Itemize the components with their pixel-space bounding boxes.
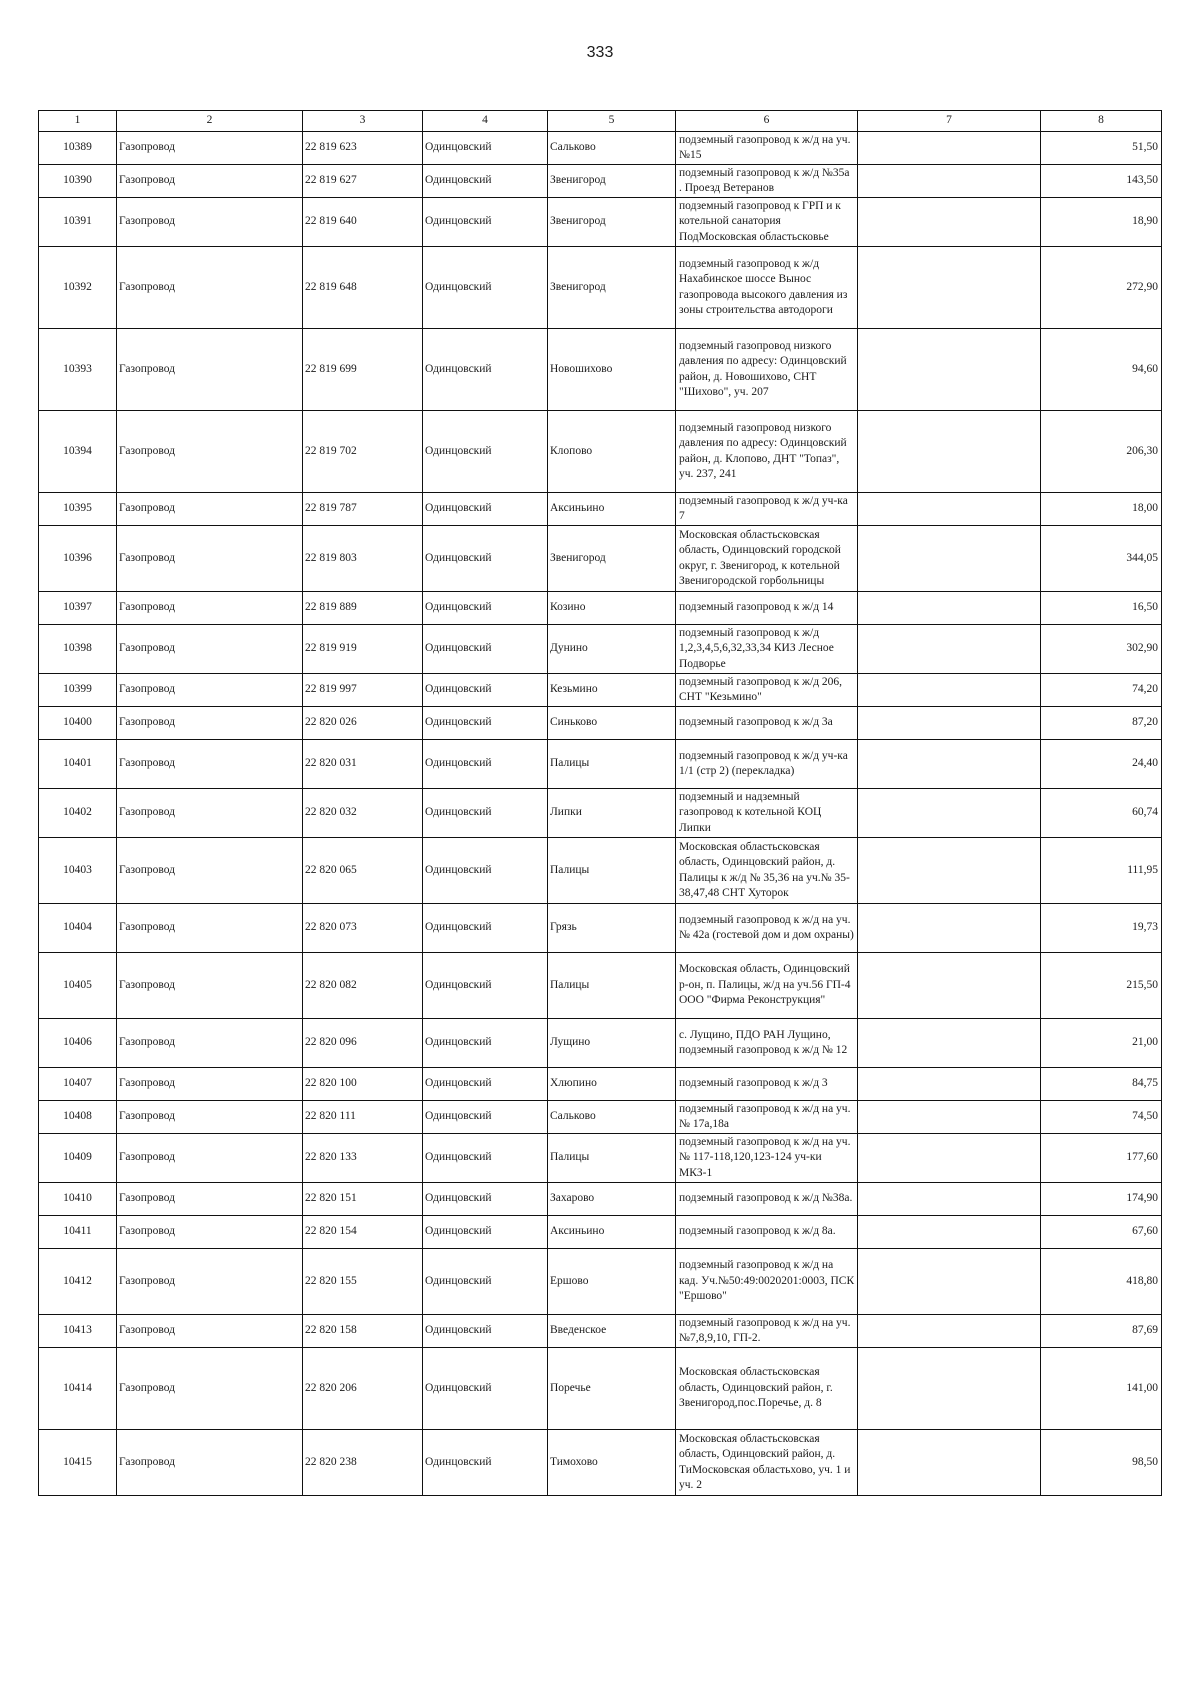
cell-value: 143,50 <box>1041 165 1162 198</box>
table-row <box>39 740 1162 789</box>
cell-note <box>858 1430 1041 1496</box>
cell-type: Газопровод <box>117 1315 303 1348</box>
cell-district: Одинцовский <box>423 1019 548 1068</box>
table-row <box>39 1348 1162 1430</box>
cell-value: 84,75 <box>1041 1068 1162 1101</box>
cell-district: Одинцовский <box>423 740 548 789</box>
cell-value: 141,00 <box>1041 1348 1162 1430</box>
cell-district: Одинцовский <box>423 838 548 904</box>
cell-type: Газопровод <box>117 493 303 526</box>
table-row <box>39 1183 1162 1216</box>
cell-district: Одинцовский <box>423 1430 548 1496</box>
cell-value: 418,80 <box>1041 1249 1162 1315</box>
cell-locality: Новошихово <box>548 329 676 411</box>
cell-value: 21,00 <box>1041 1019 1162 1068</box>
cell-id: 10401 <box>39 740 117 789</box>
cell-locality: Липки <box>548 789 676 838</box>
cell-locality: Звенигород <box>548 165 676 198</box>
cell-type: Газопровод <box>117 247 303 329</box>
cell-locality: Хлюпино <box>548 1068 676 1101</box>
cell-note <box>858 526 1041 592</box>
cell-note <box>858 1019 1041 1068</box>
cell-id: 10405 <box>39 953 117 1019</box>
cell-type: Газопровод <box>117 1348 303 1430</box>
table-row <box>39 1134 1162 1183</box>
cell-id: 10414 <box>39 1348 117 1430</box>
cell-id: 10402 <box>39 789 117 838</box>
cell-id: 10413 <box>39 1315 117 1348</box>
cell-type: Газопровод <box>117 625 303 674</box>
cell-note <box>858 707 1041 740</box>
cell-value: 18,90 <box>1041 198 1162 247</box>
cell-id: 10393 <box>39 329 117 411</box>
cell-type: Газопровод <box>117 838 303 904</box>
cell-code: 22 820 151 <box>303 1183 423 1216</box>
table-row <box>39 1068 1162 1101</box>
cell-description: подземный газопровод к ж/д на уч.№7,8,9,10, ГП-2. <box>676 1315 858 1348</box>
cell-value: 215,50 <box>1041 953 1162 1019</box>
table-row <box>39 1430 1162 1496</box>
cell-note <box>858 592 1041 625</box>
cell-description: Московская областьсковская область, Одинцовский район, г. Звенигород,пос.Поречье, д. 8 <box>676 1348 858 1430</box>
cell-district: Одинцовский <box>423 625 548 674</box>
cell-code: 22 820 082 <box>303 953 423 1019</box>
cell-note <box>858 1216 1041 1249</box>
cell-description: подземный газопровод к ж/д на кад. Уч.№50:49:0020201:0003, ПСК "Ершово" <box>676 1249 858 1315</box>
cell-district: Одинцовский <box>423 329 548 411</box>
cell-description: подземный газопровод к ж/д 8а. <box>676 1216 858 1249</box>
cell-id: 10389 <box>39 132 117 165</box>
cell-locality: Лущино <box>548 1019 676 1068</box>
table-row <box>39 625 1162 674</box>
cell-note <box>858 740 1041 789</box>
cell-district: Одинцовский <box>423 592 548 625</box>
cell-description: Московская областьсковская область, Одинцовский городской округ, г. Звенигород, к котельной Звенигородской горбольницы <box>676 526 858 592</box>
cell-note <box>858 132 1041 165</box>
table-row <box>39 493 1162 526</box>
cell-note <box>858 1068 1041 1101</box>
cell-code: 22 819 648 <box>303 247 423 329</box>
cell-type: Газопровод <box>117 1430 303 1496</box>
cell-description: подземный газопровод низкого давления по адресу: Одинцовский район, д. Новошихово, СНТ "Шихово", уч. 207 <box>676 329 858 411</box>
cell-code: 22 820 238 <box>303 1430 423 1496</box>
cell-id: 10392 <box>39 247 117 329</box>
cell-locality: Грязь <box>548 904 676 953</box>
cell-district: Одинцовский <box>423 904 548 953</box>
cell-description: подземный газопровод к ж/д на уч.№ 117-118,120,123-124 уч-ки МКЗ-1 <box>676 1134 858 1183</box>
cell-note <box>858 789 1041 838</box>
cell-locality: Палицы <box>548 953 676 1019</box>
cell-locality: Синьково <box>548 707 676 740</box>
cell-note <box>858 198 1041 247</box>
cell-locality: Захарово <box>548 1183 676 1216</box>
cell-id: 10415 <box>39 1430 117 1496</box>
cell-id: 10399 <box>39 674 117 707</box>
page-number: 333 <box>586 44 614 61</box>
cell-id: 10408 <box>39 1101 117 1134</box>
cell-code: 22 820 096 <box>303 1019 423 1068</box>
cell-id: 10411 <box>39 1216 117 1249</box>
cell-note <box>858 838 1041 904</box>
cell-type: Газопровод <box>117 165 303 198</box>
cell-code: 22 819 997 <box>303 674 423 707</box>
cell-description: подземный газопровод к ж/д Нахабинское шоссе Вынос газопровода высокого давления из зоны строительства автодороги <box>676 247 858 329</box>
cell-district: Одинцовский <box>423 526 548 592</box>
registry-table <box>38 110 1162 1496</box>
cell-value: 206,30 <box>1041 411 1162 493</box>
cell-id: 10407 <box>39 1068 117 1101</box>
cell-code: 22 819 919 <box>303 625 423 674</box>
cell-value: 18,00 <box>1041 493 1162 526</box>
column-header: 4 <box>423 111 548 132</box>
cell-locality: Звенигород <box>548 526 676 592</box>
cell-locality: Звенигород <box>548 198 676 247</box>
cell-note <box>858 1315 1041 1348</box>
cell-value: 24,40 <box>1041 740 1162 789</box>
cell-note <box>858 247 1041 329</box>
cell-description: с. Лущино, ПДО РАН Лущино, подземный газопровод к ж/д № 12 <box>676 1019 858 1068</box>
cell-note <box>858 1249 1041 1315</box>
cell-code: 22 820 100 <box>303 1068 423 1101</box>
cell-id: 10400 <box>39 707 117 740</box>
cell-value: 272,90 <box>1041 247 1162 329</box>
cell-district: Одинцовский <box>423 707 548 740</box>
cell-code: 22 820 154 <box>303 1216 423 1249</box>
cell-description: Московская областьсковская область, Одинцовский район, д. ТиМосковская областьхово, уч. 1 и уч. 2 <box>676 1430 858 1496</box>
cell-type: Газопровод <box>117 904 303 953</box>
column-header: 6 <box>676 111 858 132</box>
table-row <box>39 1315 1162 1348</box>
cell-locality: Козино <box>548 592 676 625</box>
cell-locality: Палицы <box>548 1134 676 1183</box>
cell-description: подземный газопровод к ж/д уч-ка 1/1 (стр 2) (перекладка) <box>676 740 858 789</box>
cell-type: Газопровод <box>117 789 303 838</box>
cell-district: Одинцовский <box>423 411 548 493</box>
cell-description: подземный газопровод к ж/д 3а <box>676 707 858 740</box>
cell-locality: Поречье <box>548 1348 676 1430</box>
cell-id: 10404 <box>39 904 117 953</box>
cell-locality: Аксиньино <box>548 1216 676 1249</box>
cell-note <box>858 165 1041 198</box>
cell-type: Газопровод <box>117 740 303 789</box>
cell-locality: Палицы <box>548 838 676 904</box>
cell-id: 10409 <box>39 1134 117 1183</box>
cell-note <box>858 904 1041 953</box>
cell-type: Газопровод <box>117 674 303 707</box>
cell-id: 10394 <box>39 411 117 493</box>
cell-locality: Кезьмино <box>548 674 676 707</box>
table-row <box>39 1101 1162 1134</box>
cell-district: Одинцовский <box>423 789 548 838</box>
table-row <box>39 1216 1162 1249</box>
cell-locality: Введенское <box>548 1315 676 1348</box>
cell-type: Газопровод <box>117 198 303 247</box>
header-row <box>39 111 1162 132</box>
cell-code: 22 820 111 <box>303 1101 423 1134</box>
cell-locality: Тимохово <box>548 1430 676 1496</box>
cell-district: Одинцовский <box>423 953 548 1019</box>
cell-id: 10391 <box>39 198 117 247</box>
cell-value: 19,73 <box>1041 904 1162 953</box>
cell-code: 22 820 133 <box>303 1134 423 1183</box>
cell-note <box>858 674 1041 707</box>
cell-value: 344,05 <box>1041 526 1162 592</box>
cell-description: подземный газопровод к ж/д №38а. <box>676 1183 858 1216</box>
table-row <box>39 165 1162 198</box>
cell-description: Московская область, Одинцовский р-он, п. Палицы, ж/д на уч.56 ГП-4 ООО "Фирма Реконструкция" <box>676 953 858 1019</box>
cell-type: Газопровод <box>117 329 303 411</box>
cell-locality: Сальково <box>548 1101 676 1134</box>
cell-note <box>858 953 1041 1019</box>
cell-description: подземный газопровод к ж/д на уч.№ 42а (гостевой дом и дом охраны) <box>676 904 858 953</box>
cell-code: 22 820 065 <box>303 838 423 904</box>
cell-code: 22 819 623 <box>303 132 423 165</box>
cell-id: 10403 <box>39 838 117 904</box>
cell-description: подземный газопровод к ж/д №35а . Проезд Ветеранов <box>676 165 858 198</box>
cell-value: 74,50 <box>1041 1101 1162 1134</box>
table-row <box>39 411 1162 493</box>
cell-note <box>858 1348 1041 1430</box>
cell-id: 10410 <box>39 1183 117 1216</box>
cell-value: 177,60 <box>1041 1134 1162 1183</box>
cell-value: 74,20 <box>1041 674 1162 707</box>
cell-type: Газопровод <box>117 132 303 165</box>
cell-note <box>858 1101 1041 1134</box>
table-row <box>39 674 1162 707</box>
cell-district: Одинцовский <box>423 165 548 198</box>
cell-value: 94,60 <box>1041 329 1162 411</box>
cell-type: Газопровод <box>117 1183 303 1216</box>
cell-id: 10406 <box>39 1019 117 1068</box>
cell-note <box>858 1183 1041 1216</box>
cell-district: Одинцовский <box>423 1249 548 1315</box>
table-row <box>39 247 1162 329</box>
cell-value: 174,90 <box>1041 1183 1162 1216</box>
cell-id: 10396 <box>39 526 117 592</box>
cell-value: 67,60 <box>1041 1216 1162 1249</box>
cell-code: 22 819 889 <box>303 592 423 625</box>
cell-description: подземный газопровод к ж/д на уч.№15 <box>676 132 858 165</box>
cell-code: 22 820 032 <box>303 789 423 838</box>
table-row <box>39 329 1162 411</box>
cell-description: подземный газопровод к ж/д 14 <box>676 592 858 625</box>
cell-type: Газопровод <box>117 1019 303 1068</box>
cell-type: Газопровод <box>117 1216 303 1249</box>
cell-description: подземный и надземный газопровод к котельной КОЦ Липки <box>676 789 858 838</box>
cell-type: Газопровод <box>117 1101 303 1134</box>
cell-type: Газопровод <box>117 411 303 493</box>
cell-description: подземный газопровод к ж/д 3 <box>676 1068 858 1101</box>
cell-district: Одинцовский <box>423 1068 548 1101</box>
cell-type: Газопровод <box>117 1134 303 1183</box>
table-row <box>39 1019 1162 1068</box>
cell-code: 22 819 627 <box>303 165 423 198</box>
cell-district: Одинцовский <box>423 1183 548 1216</box>
column-header: 3 <box>303 111 423 132</box>
cell-id: 10395 <box>39 493 117 526</box>
cell-district: Одинцовский <box>423 198 548 247</box>
cell-code: 22 820 158 <box>303 1315 423 1348</box>
table-row <box>39 592 1162 625</box>
cell-note <box>858 411 1041 493</box>
cell-locality: Сальково <box>548 132 676 165</box>
cell-code: 22 820 026 <box>303 707 423 740</box>
cell-code: 22 819 702 <box>303 411 423 493</box>
column-header: 1 <box>39 111 117 132</box>
cell-id: 10397 <box>39 592 117 625</box>
cell-type: Газопровод <box>117 526 303 592</box>
cell-value: 302,90 <box>1041 625 1162 674</box>
cell-code: 22 819 640 <box>303 198 423 247</box>
table-row <box>39 953 1162 1019</box>
cell-type: Газопровод <box>117 707 303 740</box>
cell-district: Одинцовский <box>423 1134 548 1183</box>
table-row <box>39 789 1162 838</box>
table-body <box>39 132 1162 1496</box>
cell-value: 87,20 <box>1041 707 1162 740</box>
cell-id: 10398 <box>39 625 117 674</box>
table-row <box>39 838 1162 904</box>
cell-district: Одинцовский <box>423 674 548 707</box>
table-row <box>39 526 1162 592</box>
cell-note <box>858 1134 1041 1183</box>
cell-description: подземный газопровод низкого давления по адресу: Одинцовский район, д. Клопово, ДНТ "Топаз", уч. 237, 241 <box>676 411 858 493</box>
cell-district: Одинцовский <box>423 247 548 329</box>
cell-type: Газопровод <box>117 953 303 1019</box>
cell-district: Одинцовский <box>423 1101 548 1134</box>
cell-description: подземный газопровод к ж/д на уч.№ 17а,18а <box>676 1101 858 1134</box>
cell-value: 51,50 <box>1041 132 1162 165</box>
cell-id: 10412 <box>39 1249 117 1315</box>
cell-value: 60,74 <box>1041 789 1162 838</box>
cell-locality: Звенигород <box>548 247 676 329</box>
cell-district: Одинцовский <box>423 1348 548 1430</box>
cell-value: 111,95 <box>1041 838 1162 904</box>
cell-type: Газопровод <box>117 1068 303 1101</box>
table-row <box>39 198 1162 247</box>
table-row <box>39 904 1162 953</box>
table-row <box>39 707 1162 740</box>
cell-district: Одинцовский <box>423 1315 548 1348</box>
cell-code: 22 819 699 <box>303 329 423 411</box>
cell-description: подземный газопровод к ж/д уч-ка 7 <box>676 493 858 526</box>
cell-description: подземный газопровод к ж/д 206, СНТ "Кезьмино" <box>676 674 858 707</box>
column-header: 7 <box>858 111 1041 132</box>
cell-type: Газопровод <box>117 1249 303 1315</box>
table-row <box>39 1249 1162 1315</box>
cell-id: 10390 <box>39 165 117 198</box>
cell-district: Одинцовский <box>423 493 548 526</box>
cell-description: подземный газопровод к ГРП и к котельной санатория ПодМосковская областьсковье <box>676 198 858 247</box>
cell-value: 98,50 <box>1041 1430 1162 1496</box>
cell-locality: Ершово <box>548 1249 676 1315</box>
cell-note <box>858 493 1041 526</box>
cell-value: 87,69 <box>1041 1315 1162 1348</box>
column-header: 5 <box>548 111 676 132</box>
cell-note <box>858 625 1041 674</box>
cell-locality: Клопово <box>548 411 676 493</box>
cell-code: 22 820 031 <box>303 740 423 789</box>
cell-locality: Палицы <box>548 740 676 789</box>
cell-description: Московская областьсковская область, Одинцовский район, д. Палицы к ж/д № 35,36 на уч.№ 35-38,47,48 СНТ Хуторок <box>676 838 858 904</box>
cell-code: 22 819 787 <box>303 493 423 526</box>
cell-code: 22 820 073 <box>303 904 423 953</box>
cell-description: подземный газопровод к ж/д 1,2,3,4,5,6,32,33,34 КИЗ Лесное Подворье <box>676 625 858 674</box>
cell-code: 22 820 155 <box>303 1249 423 1315</box>
column-header: 8 <box>1041 111 1162 132</box>
cell-locality: Аксиньино <box>548 493 676 526</box>
cell-value: 16,50 <box>1041 592 1162 625</box>
cell-locality: Дунино <box>548 625 676 674</box>
cell-district: Одинцовский <box>423 1216 548 1249</box>
table-row <box>39 132 1162 165</box>
cell-code: 22 820 206 <box>303 1348 423 1430</box>
cell-type: Газопровод <box>117 592 303 625</box>
cell-district: Одинцовский <box>423 132 548 165</box>
column-header: 2 <box>117 111 303 132</box>
cell-note <box>858 329 1041 411</box>
cell-code: 22 819 803 <box>303 526 423 592</box>
